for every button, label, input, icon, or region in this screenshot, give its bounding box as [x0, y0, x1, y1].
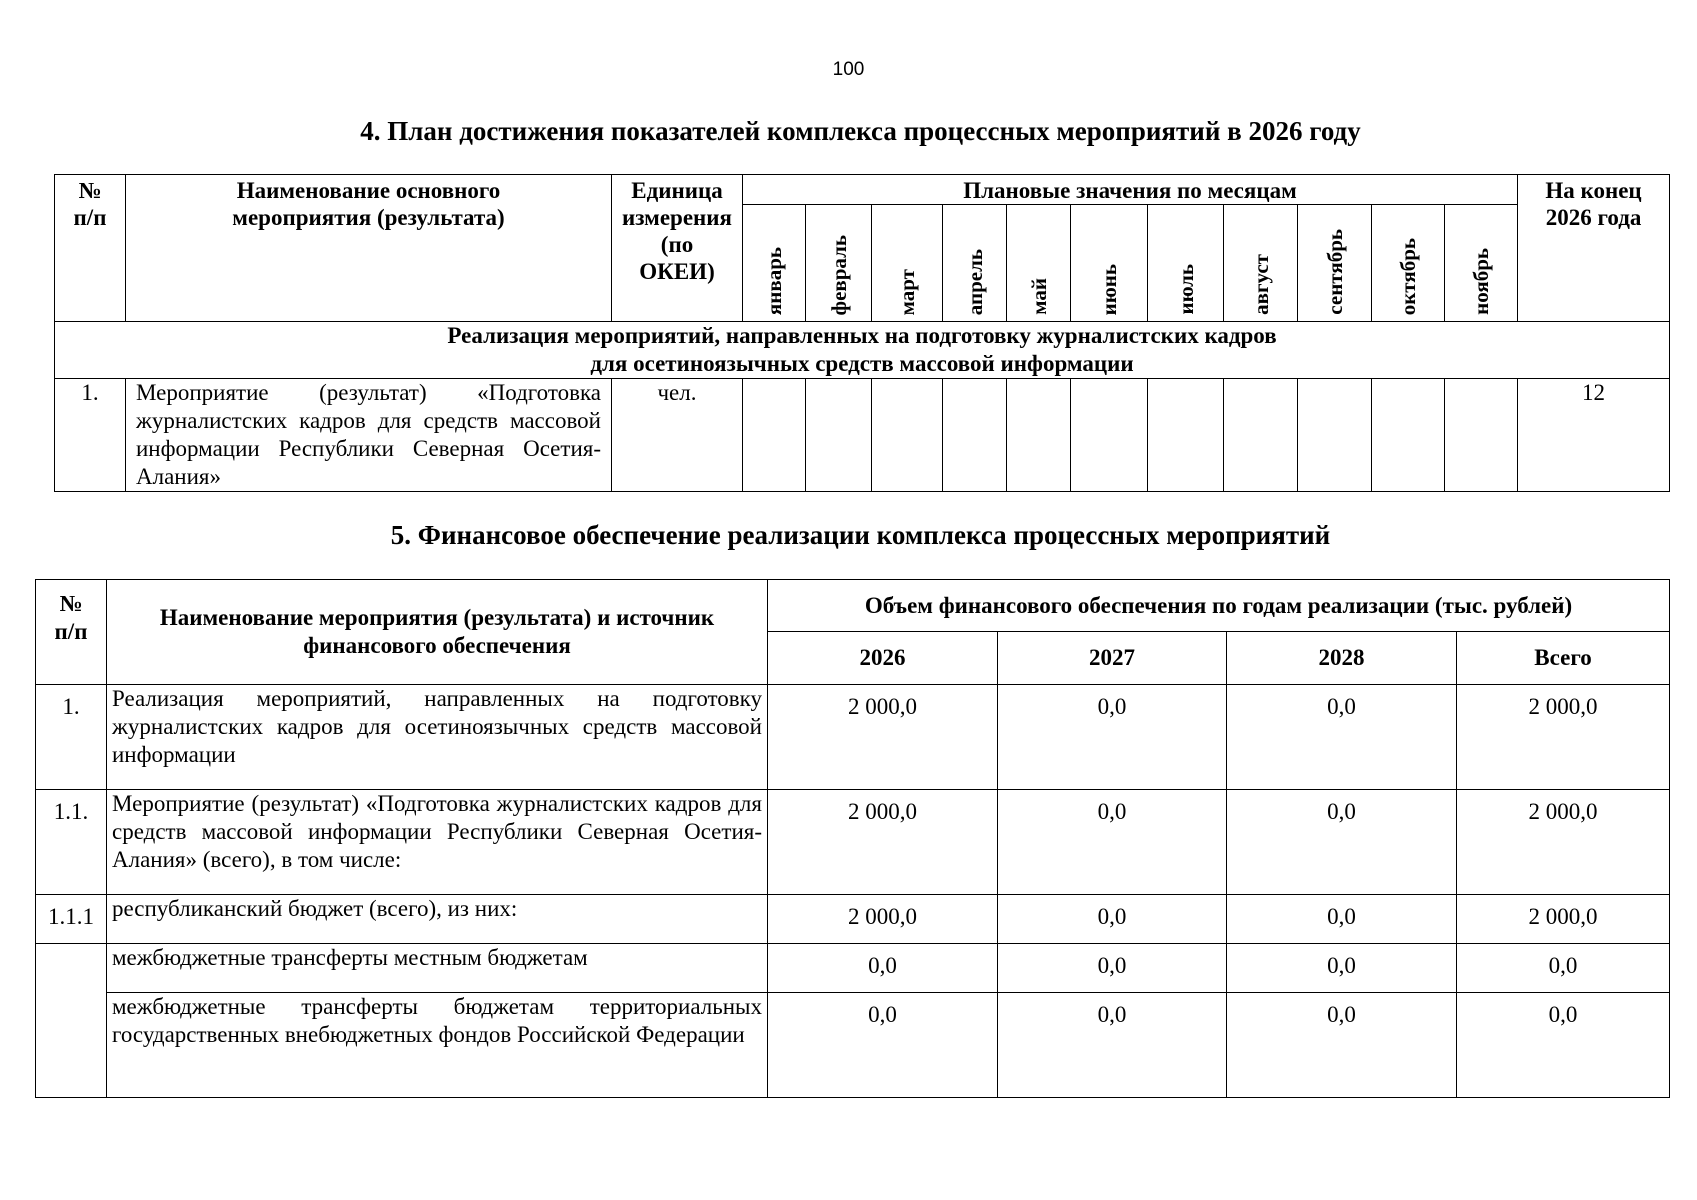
- row-name: межбюджетные трансферты бюджетам территориальных государственных внебюджетных фондов Российской Федерации: [107, 993, 768, 1098]
- row-name: Реализация мероприятий, направленных на подготовку журналистских кадров для осетиноязычных средств массовой информации: [107, 685, 768, 790]
- value-2027: 0,0: [998, 944, 1227, 993]
- table-row: [36, 685, 1670, 790]
- value-2026: 0,0: [768, 944, 998, 993]
- value-2026: 0,0: [768, 993, 998, 1098]
- header-total: Всего: [1457, 632, 1670, 685]
- header-num: [55, 175, 126, 322]
- table-row: [36, 895, 1670, 944]
- value-2027: 0,0: [998, 685, 1227, 790]
- header-year: 2027: [998, 632, 1227, 685]
- group-title: Реализация мероприятий, направленных на подготовку журналистских кадров для осетиноязычных средств массовой информации: [55, 322, 1670, 379]
- row-unit: чел.: [612, 379, 743, 492]
- header-name-text: Наименование основного мероприятия (результата): [232, 178, 505, 230]
- header-name: [126, 175, 612, 322]
- value-2028: 0,0: [1227, 944, 1457, 993]
- row-num: [36, 944, 107, 1098]
- month-value: [743, 379, 806, 492]
- month-label: август: [1248, 254, 1273, 315]
- header-unit-text: Единица измерения (по ОКЕИ): [622, 178, 732, 284]
- month-label: май: [1026, 278, 1051, 315]
- month-value: [1007, 379, 1071, 492]
- month-label: февраль: [826, 234, 851, 315]
- month-header: [1148, 205, 1224, 322]
- month-header: [1007, 205, 1071, 322]
- month-label: ноябрь: [1469, 248, 1494, 315]
- month-label: июнь: [1097, 263, 1121, 315]
- month-header: [1224, 205, 1298, 322]
- row-num: 1.: [55, 379, 126, 492]
- value-2026: 2 000,0: [768, 895, 998, 944]
- header-monthly: Плановые значения по месяцам: [743, 175, 1518, 205]
- row-num: 1.1.: [36, 790, 107, 895]
- row-name: Мероприятие (результат) «Подготовка журналистских кадров для средств массовой информации Республики Северная Осетия-Алания» (всего), в том числе:: [107, 790, 768, 895]
- value-2028: 0,0: [1227, 895, 1457, 944]
- month-label: июль: [1173, 264, 1198, 315]
- month-value: [1445, 379, 1518, 492]
- header-num: [36, 580, 107, 685]
- value-total: 2 000,0: [1457, 895, 1670, 944]
- table-row: [36, 944, 1670, 993]
- table-row: [36, 993, 1670, 1098]
- table-row: [36, 790, 1670, 895]
- month-header: [1298, 205, 1372, 322]
- header-num-text: № п/п: [73, 178, 107, 230]
- value-2027: 0,0: [998, 993, 1227, 1098]
- header-name-text: Наименование мероприятия (результата) и источник финансового обеспечения: [159, 605, 715, 658]
- month-value: [1224, 379, 1298, 492]
- value-2028: 0,0: [1227, 685, 1457, 790]
- value-total: 2 000,0: [1457, 790, 1670, 895]
- row-name: межбюджетные трансферты местным бюджетам: [107, 944, 768, 993]
- header-year: 2026: [768, 632, 998, 685]
- value-2027: 0,0: [998, 895, 1227, 944]
- month-header: [1071, 205, 1148, 322]
- value-total: 0,0: [1457, 944, 1670, 993]
- month-label: март: [895, 268, 919, 315]
- month-value: [872, 379, 943, 492]
- month-label: сентябрь: [1322, 229, 1347, 315]
- month-value: [806, 379, 872, 492]
- table-row: [55, 379, 1670, 492]
- indicator-plan-table: [54, 174, 1670, 492]
- page-number: 100: [832, 59, 865, 80]
- value-2026: 2 000,0: [768, 685, 998, 790]
- section-5-title: 5. Финансовое обеспечение реализации комплекса процессных мероприятий: [390, 520, 1331, 550]
- row-end-value: 12: [1518, 379, 1670, 492]
- month-value: [943, 379, 1007, 492]
- header-unit: [612, 175, 743, 322]
- header-volume: Объем финансового обеспечения по годам реализации (тыс. рублей): [768, 580, 1670, 632]
- value-2028: 0,0: [1227, 790, 1457, 895]
- row-num: 1.: [36, 685, 107, 790]
- value-2026: 2 000,0: [768, 790, 998, 895]
- month-value: [1298, 379, 1372, 492]
- header-year: 2028: [1227, 632, 1457, 685]
- month-value: [1071, 379, 1148, 492]
- month-label: апрель: [962, 248, 987, 315]
- section-4-title: 4. План достижения показателей комплекса процессных мероприятий в 2026 году: [360, 116, 1361, 146]
- header-num-text: № п/п: [54, 591, 88, 644]
- month-header: [872, 205, 943, 322]
- header-end-of-year: [1518, 175, 1670, 322]
- row-num: 1.1.1: [36, 895, 107, 944]
- financing-table: [35, 579, 1670, 1098]
- month-header: [743, 205, 806, 322]
- value-total: 0,0: [1457, 993, 1670, 1098]
- month-label: январь: [762, 246, 786, 315]
- row-name: республиканский бюджет (всего), из них:: [107, 895, 768, 944]
- month-label: октябрь: [1396, 237, 1420, 315]
- month-header: [1445, 205, 1518, 322]
- month-header: [806, 205, 872, 322]
- value-2028: 0,0: [1227, 993, 1457, 1098]
- month-header: [1372, 205, 1445, 322]
- month-header: [943, 205, 1007, 322]
- value-total: 2 000,0: [1457, 685, 1670, 790]
- header-name: [107, 580, 768, 685]
- month-value: [1148, 379, 1224, 492]
- row-name: Мероприятие (результат) «Подготовка журналистских кадров для средств массовой информации Республики Северная Осетия-Алания»: [126, 379, 612, 492]
- header-end-text: На конец 2026 года: [1545, 178, 1642, 230]
- month-value: [1372, 379, 1445, 492]
- group-row: [55, 322, 1670, 379]
- value-2027: 0,0: [998, 790, 1227, 895]
